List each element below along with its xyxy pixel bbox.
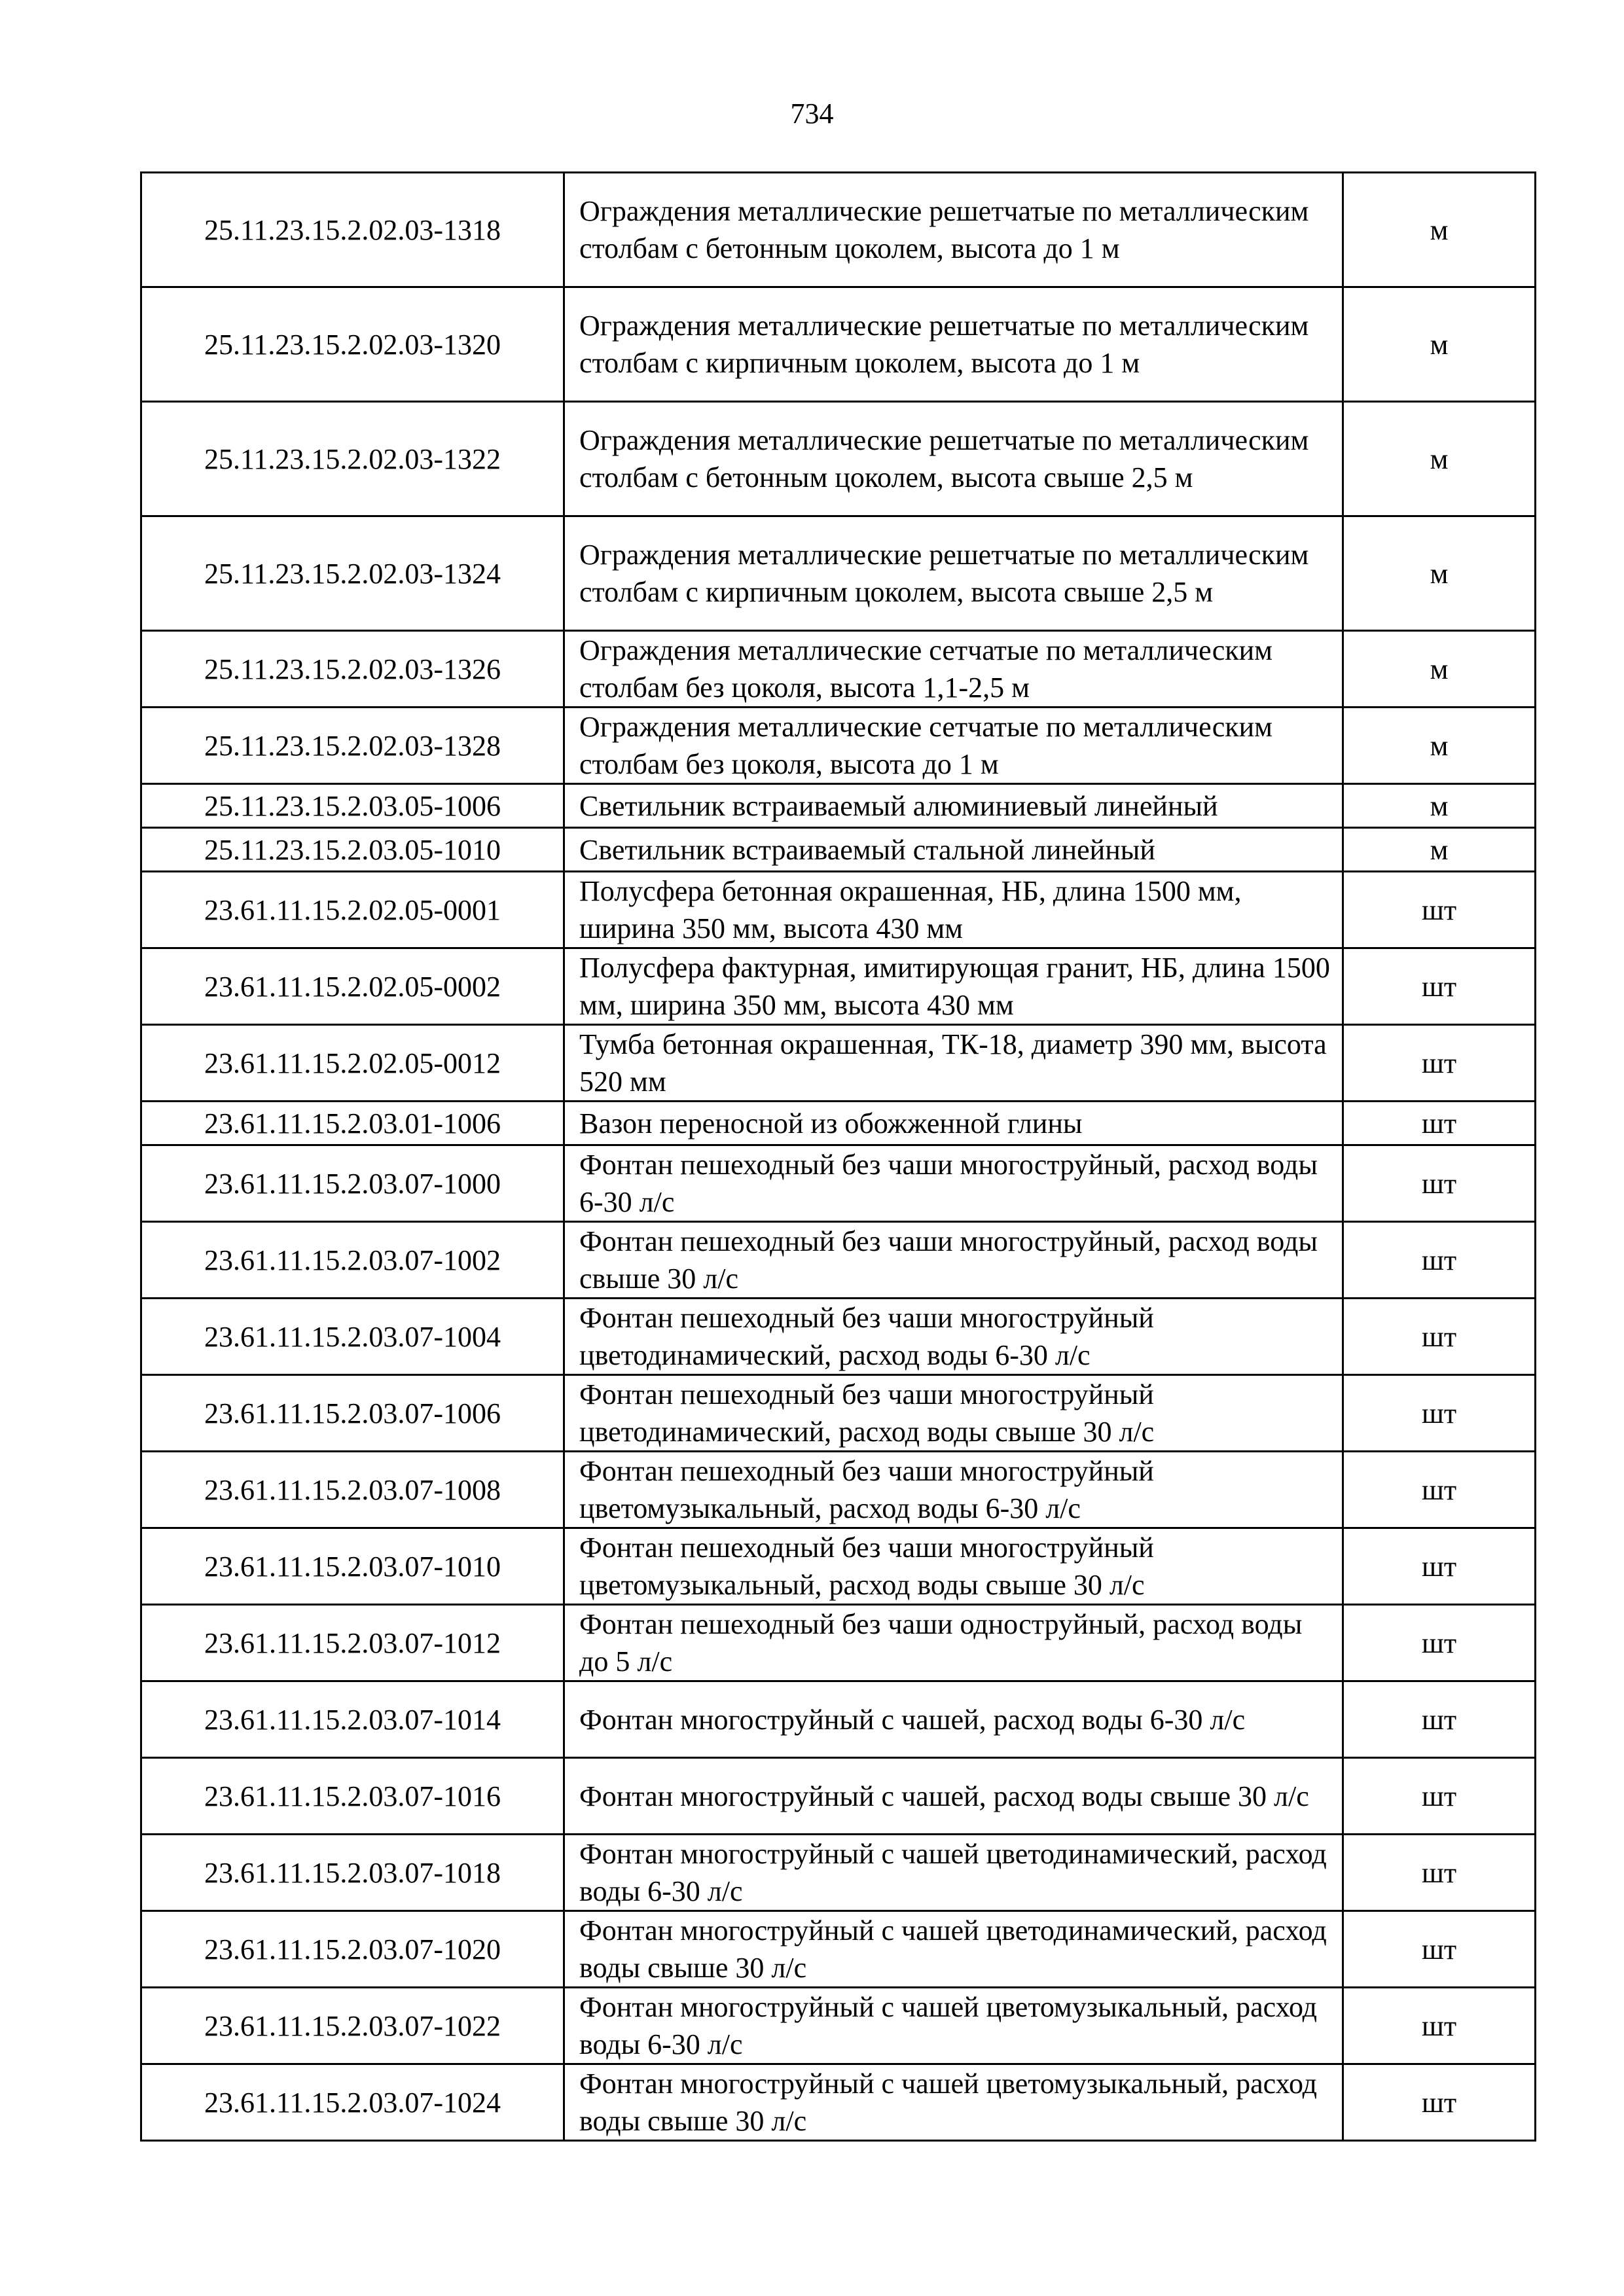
resource-unit: шт [1343, 1528, 1536, 1605]
table-row [141, 828, 1536, 872]
table-row [141, 1835, 1536, 1911]
resource-name: Ограждения металлические решетчатые по металлическим столбам с бетонным цоколем, высота до 1 м [564, 173, 1343, 287]
resource-name: Фонтан многоструйный с чашей цветодинамический, расход воды 6-30 л/с [564, 1835, 1343, 1911]
resource-code: 23.61.11.15.2.03.07-1014 [141, 1681, 564, 1758]
resource-unit: м [1343, 784, 1536, 828]
resource-name: Фонтан многоструйный с чашей, расход воды 6-30 л/с [564, 1681, 1343, 1758]
table-row [141, 1145, 1536, 1222]
resource-name: Тумба бетонная окрашенная, ТК-18, диаметр 390 мм, высота 520 мм [564, 1025, 1343, 1102]
table-row [141, 1102, 1536, 1145]
resource-unit: м [1343, 516, 1536, 631]
resource-name: Полусфера фактурная, имитирующая гранит, НБ, длина 1500 мм, ширина 350 мм, высота 430 мм [564, 948, 1343, 1025]
resource-name: Вазон переносной из обожженной глины [564, 1102, 1343, 1145]
resource-code: 25.11.23.15.2.03.05-1006 [141, 784, 564, 828]
table-row [141, 1681, 1536, 1758]
resource-name: Ограждения металлические решетчатые по металлическим столбам с кирпичным цоколем, высота свыше 2,5 м [564, 516, 1343, 631]
resource-name: Полусфера бетонная окрашенная, НБ, длина 1500 мм, ширина 350 мм, высота 430 мм [564, 872, 1343, 948]
resource-code: 25.11.23.15.2.03.05-1010 [141, 828, 564, 872]
resource-code: 23.61.11.15.2.02.05-0001 [141, 872, 564, 948]
resource-unit: м [1343, 631, 1536, 708]
resource-code: 23.61.11.15.2.03.01-1006 [141, 1102, 564, 1145]
resource-unit: шт [1343, 2064, 1536, 2141]
resource-unit: м [1343, 828, 1536, 872]
resource-name: Фонтан пешеходный без чаши многоструйный цветодинамический, расход воды 6-30 л/с [564, 1299, 1343, 1375]
resource-unit: шт [1343, 1025, 1536, 1102]
table-row [141, 948, 1536, 1025]
resource-table [140, 171, 1536, 2142]
resource-code: 23.61.11.15.2.03.07-1004 [141, 1299, 564, 1375]
resource-unit: м [1343, 287, 1536, 402]
table-row [141, 1528, 1536, 1605]
resource-unit: шт [1343, 1911, 1536, 1988]
resource-unit: шт [1343, 872, 1536, 948]
resource-code: 23.61.11.15.2.03.07-1000 [141, 1145, 564, 1222]
table-row [141, 631, 1536, 708]
resource-code: 25.11.23.15.2.02.03-1320 [141, 287, 564, 402]
resource-name: Фонтан многоструйный с чашей, расход воды свыше 30 л/с [564, 1758, 1343, 1835]
table-row [141, 287, 1536, 402]
resource-unit: шт [1343, 948, 1536, 1025]
resource-name: Фонтан пешеходный без чаши многоструйный, расход воды свыше 30 л/с [564, 1222, 1343, 1299]
table-row [141, 1911, 1536, 1988]
resource-unit: шт [1343, 1375, 1536, 1452]
resource-name: Фонтан пешеходный без чаши многоструйный цветомузыкальный, расход воды свыше 30 л/с [564, 1528, 1343, 1605]
resource-unit: шт [1343, 1222, 1536, 1299]
resource-unit: шт [1343, 1988, 1536, 2064]
resource-name: Фонтан многоструйный с чашей цветодинамический, расход воды свыше 30 л/с [564, 1911, 1343, 1988]
resource-unit: шт [1343, 1299, 1536, 1375]
table-row [141, 1605, 1536, 1681]
resource-code: 23.61.11.15.2.03.07-1022 [141, 1988, 564, 2064]
resource-unit: м [1343, 708, 1536, 784]
resource-unit: шт [1343, 1835, 1536, 1911]
table-row [141, 1758, 1536, 1835]
resource-name: Фонтан многоструйный с чашей цветомузыкальный, расход воды 6-30 л/с [564, 1988, 1343, 2064]
resource-code: 25.11.23.15.2.02.03-1326 [141, 631, 564, 708]
resource-unit: шт [1343, 1681, 1536, 1758]
resource-code: 23.61.11.15.2.03.07-1002 [141, 1222, 564, 1299]
resource-code: 23.61.11.15.2.03.07-1018 [141, 1835, 564, 1911]
table-row [141, 1222, 1536, 1299]
resource-code: 23.61.11.15.2.03.07-1012 [141, 1605, 564, 1681]
resource-unit: шт [1343, 1452, 1536, 1528]
resource-name: Фонтан пешеходный без чаши многоструйный, расход воды 6-30 л/с [564, 1145, 1343, 1222]
resource-code: 25.11.23.15.2.02.03-1318 [141, 173, 564, 287]
resource-name: Ограждения металлические решетчатые по металлическим столбам с бетонным цоколем, высота свыше 2,5 м [564, 402, 1343, 516]
resource-name: Светильник встраиваемый алюминиевый линейный [564, 784, 1343, 828]
table-row [141, 1988, 1536, 2064]
resource-code: 25.11.23.15.2.02.03-1324 [141, 516, 564, 631]
resource-name: Ограждения металлические решетчатые по металлическим столбам с кирпичным цоколем, высота до 1 м [564, 287, 1343, 402]
resource-code: 23.61.11.15.2.03.07-1008 [141, 1452, 564, 1528]
resource-code: 23.61.11.15.2.03.07-1016 [141, 1758, 564, 1835]
resource-unit: шт [1343, 1145, 1536, 1222]
resource-name: Фонтан пешеходный без чаши многоструйный цветодинамический, расход воды свыше 30 л/с [564, 1375, 1343, 1452]
resource-code: 25.11.23.15.2.02.03-1328 [141, 708, 564, 784]
resource-name: Светильник встраиваемый стальной линейный [564, 828, 1343, 872]
resource-code: 23.61.11.15.2.03.07-1020 [141, 1911, 564, 1988]
resource-unit: шт [1343, 1605, 1536, 1681]
resource-code: 23.61.11.15.2.03.07-1024 [141, 2064, 564, 2141]
resource-name: Ограждения металлические сетчатые по металлическим столбам без цоколя, высота до 1 м [564, 708, 1343, 784]
resource-code: 23.61.11.15.2.03.07-1006 [141, 1375, 564, 1452]
resource-code: 25.11.23.15.2.02.03-1322 [141, 402, 564, 516]
table-row [141, 1452, 1536, 1528]
resource-code: 23.61.11.15.2.03.07-1010 [141, 1528, 564, 1605]
table-row [141, 1025, 1536, 1102]
resource-code: 23.61.11.15.2.02.05-0012 [141, 1025, 564, 1102]
resource-name: Фонтан многоструйный с чашей цветомузыкальный, расход воды свыше 30 л/с [564, 2064, 1343, 2141]
table-row [141, 708, 1536, 784]
resource-name: Фонтан пешеходный без чаши многоструйный цветомузыкальный, расход воды 6-30 л/с [564, 1452, 1343, 1528]
table-row [141, 872, 1536, 948]
resource-name: Фонтан пешеходный без чаши одноструйный, расход воды до 5 л/с [564, 1605, 1343, 1681]
table-row [141, 173, 1536, 287]
table-row [141, 784, 1536, 828]
resource-name: Ограждения металлические сетчатые по металлическим столбам без цоколя, высота 1,1-2,5 м [564, 631, 1343, 708]
table-row [141, 402, 1536, 516]
table-row [141, 516, 1536, 631]
resource-unit: м [1343, 402, 1536, 516]
table-row [141, 2064, 1536, 2141]
page-number: 734 [790, 98, 834, 130]
resource-unit: м [1343, 173, 1536, 287]
table-row [141, 1299, 1536, 1375]
resource-code: 23.61.11.15.2.02.05-0002 [141, 948, 564, 1025]
resource-unit: шт [1343, 1758, 1536, 1835]
table-row [141, 1375, 1536, 1452]
resource-unit: шт [1343, 1102, 1536, 1145]
